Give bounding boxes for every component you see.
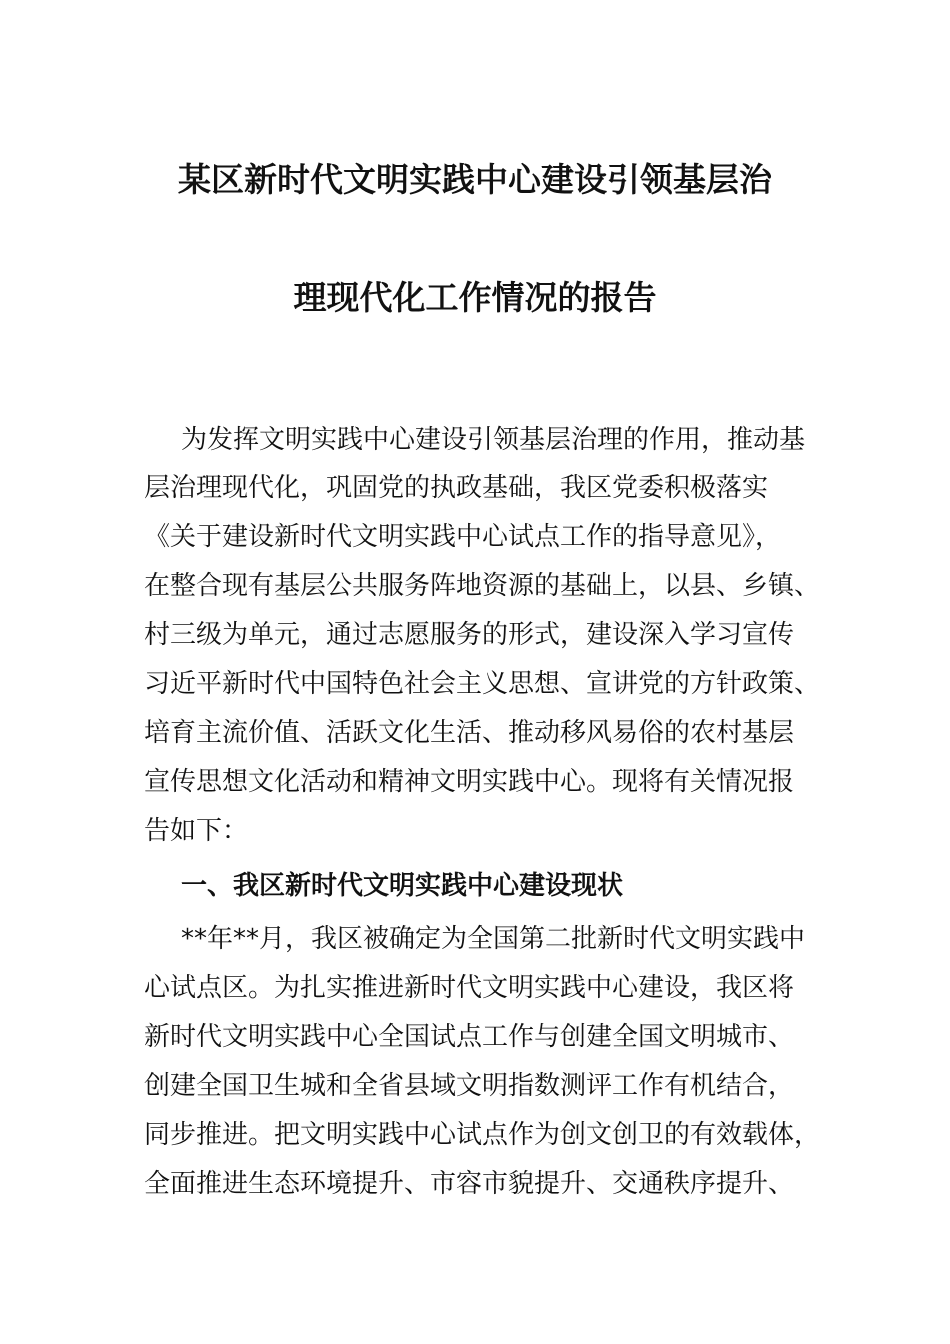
paragraph-1-line-7: 培育主流价值、活跃文化生活、推动移风易俗的农村基层 [144,718,795,748]
document-title-line-1: 某区新时代文明实践中心建设引领基层治 [178,160,772,199]
paragraph-2-line-2: 心试点区。为扎实推进新时代文明实践中心建设，我区将 [144,973,795,1003]
paragraph-1-line-3: 《关于建设新时代文明实践中心试点工作的指导意见》， [144,522,782,552]
section-1-heading: 一、我区新时代文明实践中心建设现状 [181,871,624,901]
paragraph-1-line-5: 村三级为单元，通过志愿服务的形式，建设深入学习宣传 [144,620,795,650]
paragraph-2-line-6: 全面推进生态环境提升、市容市貌提升、交通秩序提升、 [144,1169,795,1199]
paragraph-2-line-4: 创建全国卫生城和全省县域文明指数测评工作有机结合， [144,1071,795,1101]
paragraph-1-line-1: 为发挥文明实践中心建设引领基层治理的作用，推动基 [181,425,806,455]
paragraph-1-line-9: 告如下： [144,816,249,846]
paragraph-1-line-4: 在整合现有基层公共服务阵地资源的基础上，以县、乡镇、 [144,571,821,601]
paragraph-2-line-5: 同步推进。把文明实践中心试点作为创文创卫的有效载体， [144,1120,821,1150]
paragraph-1-line-6: 习近平新时代中国特色社会主义思想、宣讲党的方针政策、 [144,669,821,699]
paragraph-2-line-1: **年**月，我区被确定为全国第二批新时代文明实践中 [181,924,806,954]
paragraph-1-line-8: 宣传思想文化活动和精神文明实践中心。现将有关情况报 [144,767,795,797]
document-title-line-2: 理现代化工作情况的报告 [293,278,657,317]
paragraph-2-line-3: 新时代文明实践中心全国试点工作与创建全国文明城市、 [144,1022,795,1052]
paragraph-1-line-2: 层治理现代化，巩固党的执政基础，我区党委积极落实 [144,473,769,503]
